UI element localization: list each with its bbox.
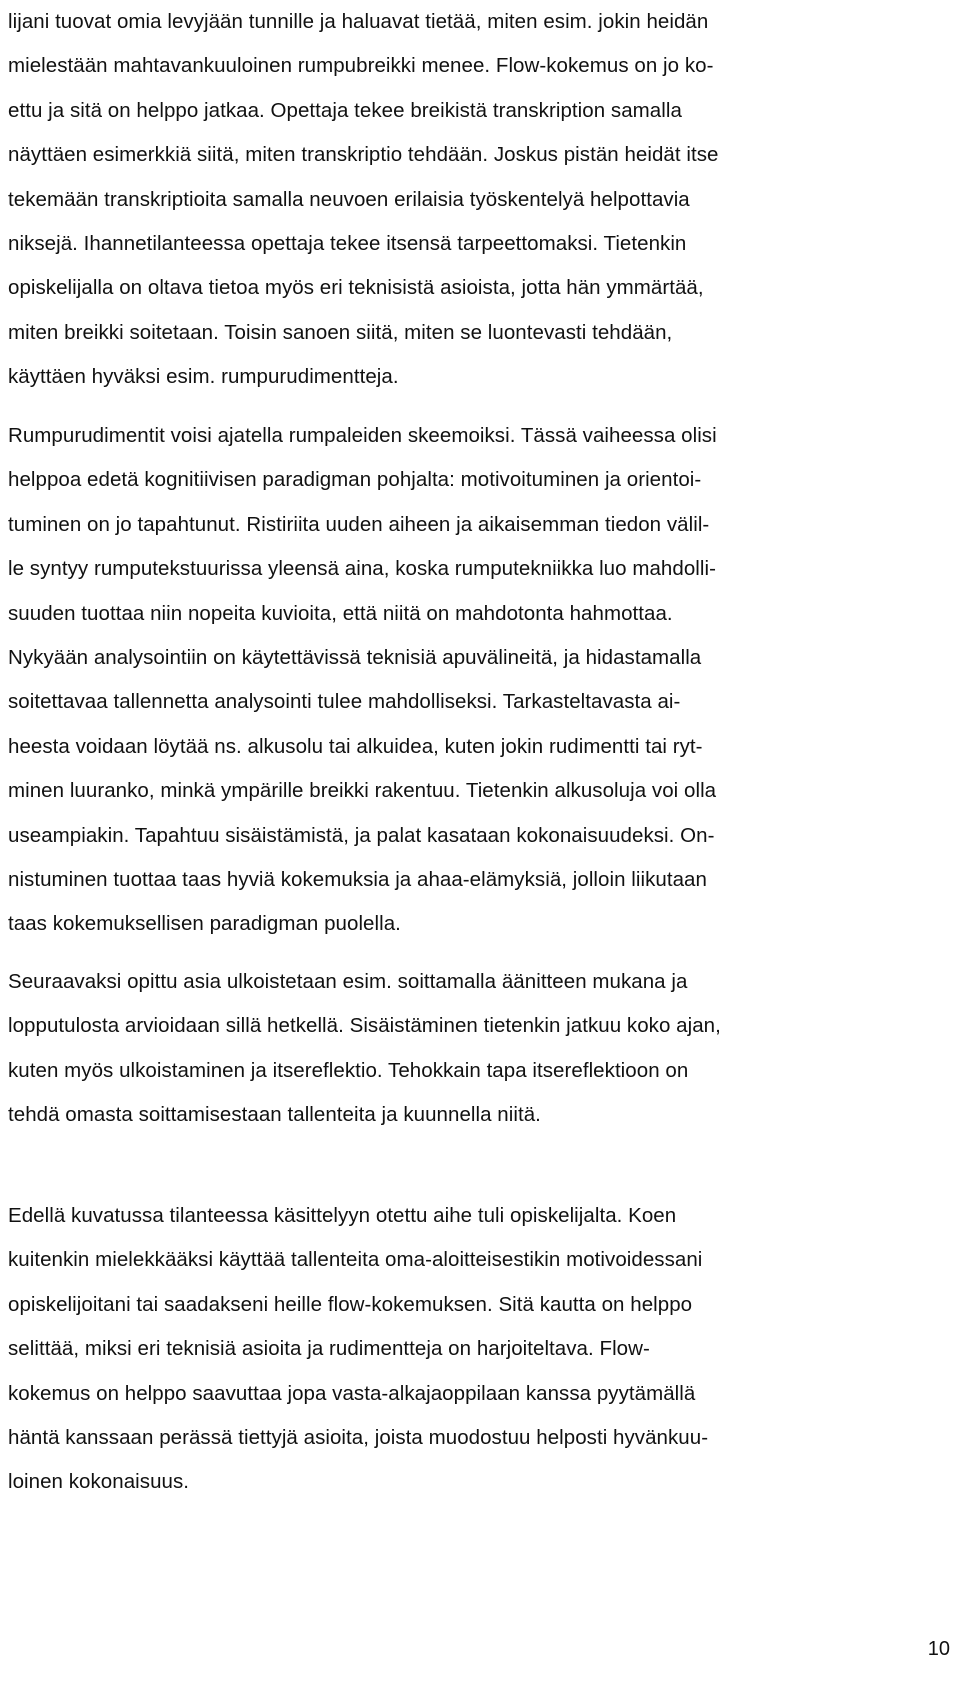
text-line: häntä kanssaan perässä tiettyjä asioita, joista muodostuu helposti hyvänkuu- — [8, 1425, 709, 1449]
text-line: loinen kokonaisuus. — [8, 1470, 190, 1494]
text-line: kokemus on helppo saavuttaa jopa vasta-alkajaoppilaan kanssa pyytämällä — [8, 1381, 696, 1405]
text-line: minen luuranko, minkä ympärille breikki rakentuu. Tietenkin alkusoluja voi olla — [8, 779, 717, 803]
text-line: käyttäen hyväksi esim. rumpurudimentteja. — [8, 365, 399, 389]
paragraph-2 — [8, 414, 890, 947]
paragraph-1 — [8, 0, 890, 400]
text-line: opiskelijoitani tai saadakseni heille flow-kokemuksen. Sitä kautta on helppo — [8, 1292, 693, 1316]
text-line: suuden tuottaa niin nopeita kuvioita, että niitä on mahdotonta hahmottaa. — [8, 601, 673, 625]
text-line: Seuraavaksi opittu asia ulkoistetaan esim. soittamalla äänitteen mukana ja — [8, 970, 688, 993]
text-line: näyttäen esimerkkiä siitä, miten transkriptio tehdään. Joskus pistän heidät itse — [8, 143, 719, 167]
text-line: lijani tuovat omia levyjään tunnille ja haluavat tietää, miten esim. jokin heidän — [8, 10, 709, 33]
text-line: niksejä. Ihannetilanteessa opettaja tekee itsensä tarpeettomaksi. Tietenkin — [8, 231, 687, 255]
text-line: taas kokemuksellisen paradigman puolella. — [8, 912, 401, 936]
text-line: kuten myös ulkoistaminen ja itsereflektio. Tehokkain tapa itsereflektioon on — [8, 1058, 689, 1082]
text-line: Nykyään analysointiin on käytettävissä teknisiä apuvälineitä, ja hidastamalla — [8, 645, 702, 669]
text-line: kuitenkin mielekkääksi käyttää tallenteita oma-aloitteisestikin motivoidessani — [8, 1248, 703, 1272]
text-line: selittää, miksi eri teknisiä asioita ja rudimentteja on harjoiteltava. Flow- — [8, 1337, 650, 1361]
text-line: nistuminen tuottaa taas hyviä kokemuksia ja ahaa-elämyksiä, jolloin liikutaan — [8, 867, 707, 891]
paragraph-4 — [8, 1194, 890, 1505]
text-line: useampiakin. Tapahtuu sisäistämistä, ja palat kasataan kokonaisuudeksi. On- — [8, 823, 715, 847]
text-line: Rumpurudimentit voisi ajatella rumpaleiden skeemoiksi. Tässä vaiheessa olisi — [8, 424, 717, 447]
text-line: miten breikki soitetaan. Toisin sanoen siitä, miten se luontevasti tehdään, — [8, 320, 673, 344]
text-line: Edellä kuvatussa tilanteessa käsittelyyn otettu aihe tuli opiskelijalta. Koen — [8, 1204, 677, 1227]
text-line: ettu ja sitä on helppo jatkaa. Opettaja tekee breikistä transkription samalla — [8, 98, 682, 122]
page-number: 10 — [927, 1638, 950, 1660]
text-line: soitettavaa tallennetta analysointi tulee mahdolliseksi. Tarkasteltavasta ai- — [8, 690, 681, 714]
text-line: le syntyy rumputekstuurissa yleensä aina, koska rumputekniikka luo mahdolli- — [8, 557, 716, 581]
paragraph-3 — [8, 960, 890, 1138]
text-line: tehdä omasta soittamisestaan tallenteita ja kuunnella niitä. — [8, 1103, 541, 1127]
text-line: heesta voidaan löytää ns. alkusolu tai alkuidea, kuten jokin rudimentti tai ryt- — [8, 734, 703, 758]
text-line: helppoa edetä kognitiivisen paradigman pohjalta: motivoituminen ja orientoi- — [8, 468, 702, 492]
text-line: lopputulosta arvioidaan sillä hetkellä. Sisäistäminen tietenkin jatkuu koko ajan, — [8, 1014, 721, 1038]
text-line: tuminen on jo tapahtunut. Ristiriita uuden aiheen ja aikaisemman tiedon välil- — [8, 512, 710, 536]
text-line: opiskelijalla on oltava tietoa myös eri teknisistä asioista, jotta hän ymmärtää, — [8, 276, 704, 300]
text-line: mielestään mahtavankuuloinen rumpubreikki menee. Flow-kokemus on jo ko- — [8, 54, 714, 78]
text-line: tekemään transkriptioita samalla neuvoen erilaisia työskentelyä helpottavia — [8, 187, 690, 211]
